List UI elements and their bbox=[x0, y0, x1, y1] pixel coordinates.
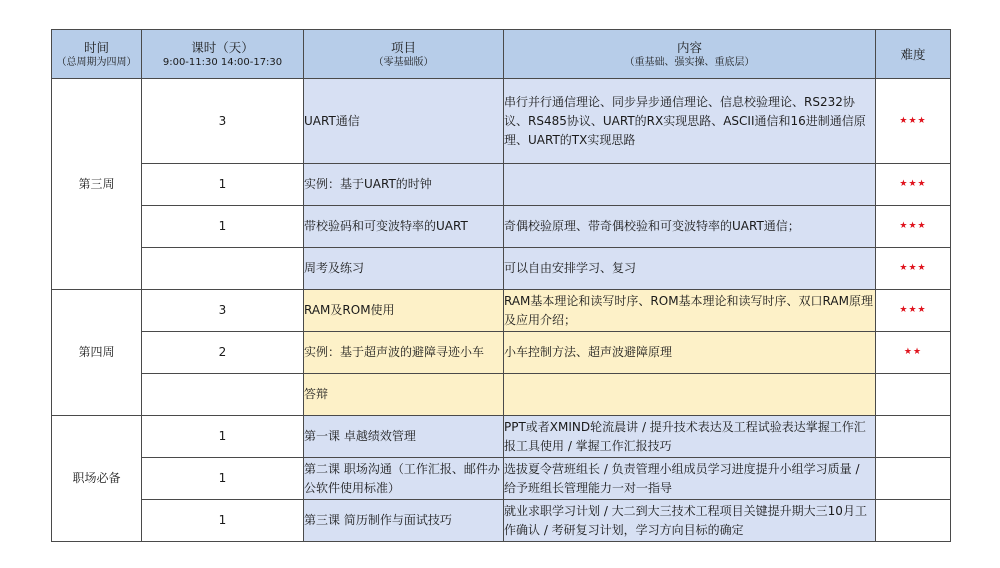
topic-cell: 答辩 bbox=[304, 374, 504, 416]
content-header bbox=[504, 30, 876, 79]
hours-cell: 1 bbox=[142, 206, 304, 248]
table-row bbox=[52, 248, 951, 290]
week-label: 第三周 bbox=[52, 79, 142, 290]
difficulty-stars bbox=[876, 458, 951, 500]
difficulty-stars: ★★★ bbox=[876, 206, 951, 248]
difficulty-header bbox=[876, 30, 951, 79]
table-row bbox=[52, 416, 951, 458]
hours-cell: 3 bbox=[142, 290, 304, 332]
table-row bbox=[52, 458, 951, 500]
table-row bbox=[52, 79, 951, 164]
topic-cell: 第二课 职场沟通（工作汇报、邮件办公软件使用标准） bbox=[304, 458, 504, 500]
difficulty-stars: ★★★ bbox=[876, 79, 951, 164]
content-header-subtitle: （重基础、强实操、重底层） bbox=[624, 56, 755, 68]
topic-cell: RAM及ROM使用 bbox=[304, 290, 504, 332]
project-header-title: 项目 bbox=[390, 39, 416, 55]
content-cell bbox=[504, 374, 876, 416]
content-cell: RAM基本理论和读写时序、ROM基本理论和读写时序、双口RAM原理及应用介绍； bbox=[504, 290, 876, 332]
hours-cell: 3 bbox=[142, 79, 304, 164]
hours-cell bbox=[142, 374, 304, 416]
table-row bbox=[52, 332, 951, 374]
table-row bbox=[52, 374, 951, 416]
difficulty-header-title: 难度 bbox=[900, 46, 926, 62]
difficulty-stars bbox=[876, 374, 951, 416]
topic-cell: 第一课 卓越绩效管理 bbox=[304, 416, 504, 458]
content-cell: 选拔夏令营班组长 / 负责管理小组成员学习进度提升小组学习质量 / 给予班组长管理能力一对一指导 bbox=[504, 458, 876, 500]
content-cell bbox=[504, 164, 876, 206]
table-row bbox=[52, 290, 951, 332]
topic-cell: 周考及练习 bbox=[304, 248, 504, 290]
project-header-subtitle: （零基础版） bbox=[373, 56, 434, 68]
content-cell: 就业求职学习计划 / 大二到大三技术工程项目关键提升期大三10月工作确认 / 考研复习计划，学习方向目标的确定 bbox=[504, 500, 876, 542]
hours-cell: 1 bbox=[142, 416, 304, 458]
week-label: 第四周 bbox=[52, 290, 142, 416]
content-cell: 小车控制方法、超声波避障原理 bbox=[504, 332, 876, 374]
hours-cell: 2 bbox=[142, 332, 304, 374]
difficulty-stars bbox=[876, 416, 951, 458]
difficulty-stars: ★★ bbox=[876, 332, 951, 374]
topic-cell: 实例：基于UART的时钟 bbox=[304, 164, 504, 206]
content-header-title: 内容 bbox=[676, 39, 702, 55]
content-cell: 奇偶校验原理、带奇偶校验和可变波特率的UART通信； bbox=[504, 206, 876, 248]
time-header-title: 时间 bbox=[83, 39, 109, 55]
project-header bbox=[304, 30, 504, 79]
header-row bbox=[52, 30, 951, 79]
content-cell: PPT或者XMIND轮流晨讲 / 提升技术表达及工程试验表达掌握工作汇报工具使用 / 掌握工作汇报技巧 bbox=[504, 416, 876, 458]
difficulty-stars: ★★★ bbox=[876, 164, 951, 206]
table-row bbox=[52, 500, 951, 542]
hours-header-subtitle: 9:00-11:30 14:00-17:30 bbox=[162, 56, 283, 68]
topic-cell: UART通信 bbox=[304, 79, 504, 164]
course-schedule-table bbox=[51, 29, 951, 542]
hours-cell: 1 bbox=[142, 500, 304, 542]
difficulty-stars: ★★★ bbox=[876, 290, 951, 332]
hours-cell: 1 bbox=[142, 458, 304, 500]
week-label: 职场必备 bbox=[52, 416, 142, 542]
hours-header-title: 课时（天） bbox=[191, 39, 254, 55]
difficulty-stars: ★★★ bbox=[876, 248, 951, 290]
hours-cell: 1 bbox=[142, 164, 304, 206]
hours-header bbox=[142, 30, 304, 79]
table-row bbox=[52, 164, 951, 206]
topic-cell: 实例：基于超声波的避障寻迹小车 bbox=[304, 332, 504, 374]
content-cell: 可以自由安排学习、复习 bbox=[504, 248, 876, 290]
table-row bbox=[52, 206, 951, 248]
topic-cell: 带校验码和可变波特率的UART bbox=[304, 206, 504, 248]
topic-cell: 第三课 简历制作与面试技巧 bbox=[304, 500, 504, 542]
hours-cell bbox=[142, 248, 304, 290]
time-header-subtitle: （总周期为四周） bbox=[56, 56, 137, 68]
difficulty-stars bbox=[876, 500, 951, 542]
time-header bbox=[52, 30, 142, 79]
content-cell: 串行并行通信理论、同步异步通信理论、信息校验理论、RS232协议、RS485协议、UART的RX实现思路、ASCII通信和16进制通信原理、UART的TX实现思路 bbox=[504, 79, 876, 164]
